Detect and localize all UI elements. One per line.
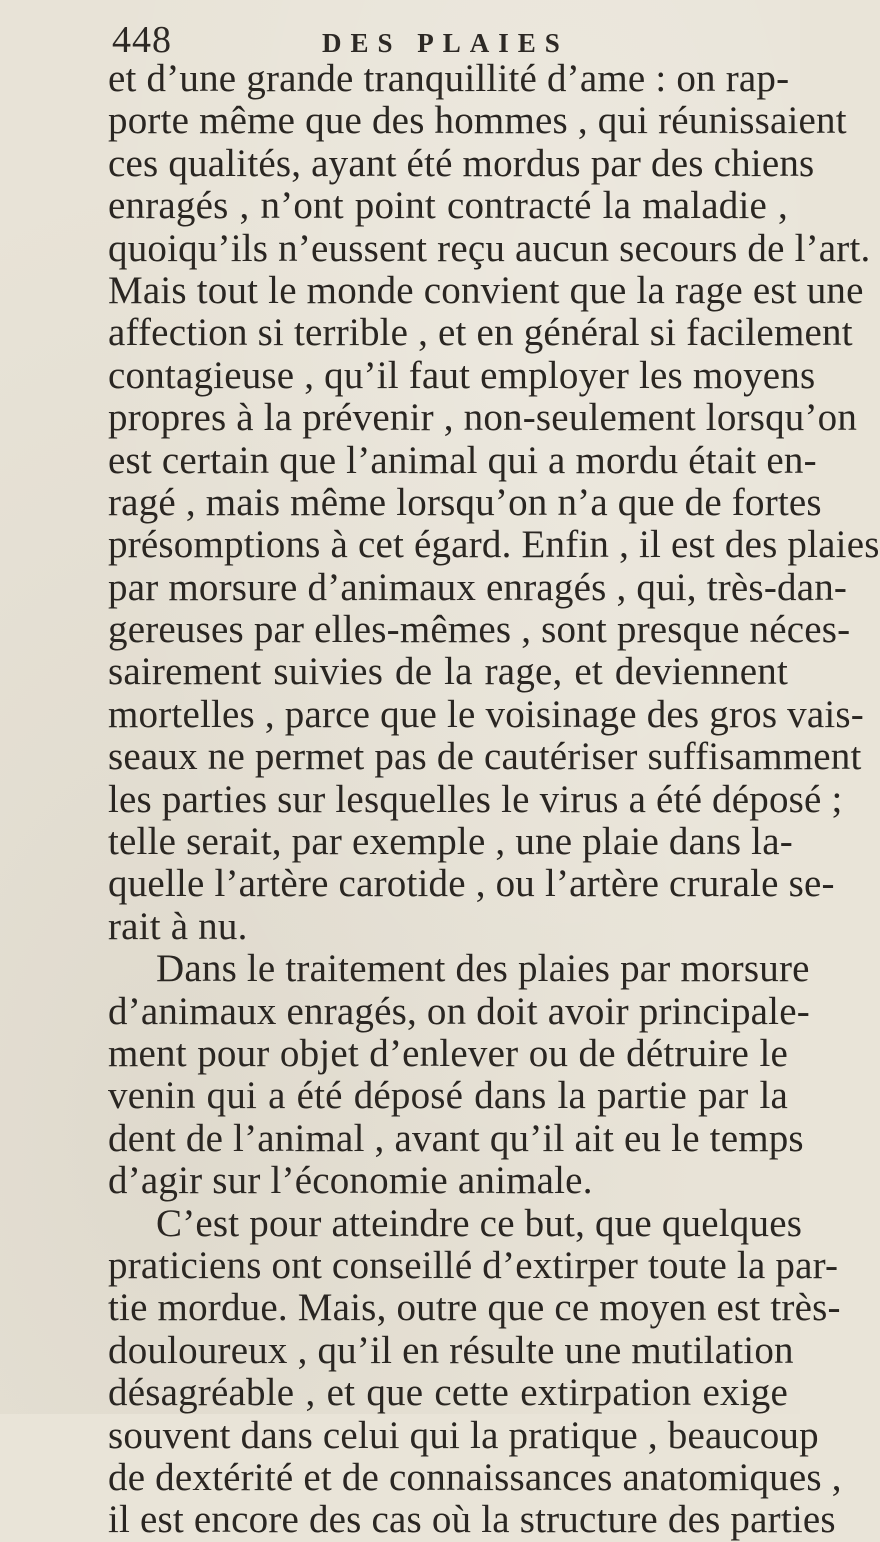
text-line: d’animaux enragés, on doit avoir principale- bbox=[108, 989, 810, 1033]
text-line: est certain que l’animal qui a mordu était en- bbox=[108, 438, 817, 482]
text-line: et d’une grande tranquillité d’ame : on rap- bbox=[108, 57, 790, 100]
text-line: ment pour objet d’enlever ou de détruire le bbox=[108, 1031, 788, 1075]
text-line: porte même que des hommes , qui réunissaient bbox=[108, 99, 847, 143]
text-line: enragés , n’ont point contracté la maladie , bbox=[108, 184, 788, 228]
page-number: 448 bbox=[112, 19, 172, 61]
text-line: par morsure d’animaux enragés , qui, très-dan- bbox=[108, 565, 848, 609]
text-line: seaux ne permet pas de cautériser suffisamment bbox=[108, 735, 862, 779]
text-line: C’est pour atteindre ce but, que quelques bbox=[156, 1201, 803, 1245]
body-text bbox=[108, 57, 880, 1542]
text-line: présomptions à cet égard. Enfin , il est des plaies bbox=[108, 523, 880, 567]
text-line: il est encore des cas où la structure des parties bbox=[108, 1498, 836, 1542]
text-line: souvent dans celui qui la pratique , beaucoup bbox=[108, 1413, 819, 1457]
text-line: affection si terrible , et en général si facilement bbox=[108, 311, 853, 355]
text-line: propres à la prévenir , non-seulement lorsqu’on bbox=[108, 396, 858, 440]
text-line: les parties sur lesquelles le virus a été déposé ; bbox=[108, 777, 843, 821]
text-line: désagréable , et que cette extirpation exige bbox=[108, 1371, 788, 1415]
text-line: Dans le traitement des plaies par morsure bbox=[156, 947, 810, 991]
text-line: telle serait, par exemple , une plaie dans la- bbox=[108, 820, 793, 864]
text-line: quoiqu’ils n’eussent reçu aucun secours de l’art. bbox=[108, 226, 871, 270]
text-line: douloureux , qu’il en résulte une mutilation bbox=[108, 1328, 794, 1372]
text-line: rait à nu. bbox=[108, 904, 248, 948]
running-title: DES PLAIES bbox=[322, 28, 569, 58]
paragraph bbox=[108, 1201, 842, 1542]
text-line: d’agir sur l’économie animale. bbox=[108, 1159, 593, 1203]
text-line: venin qui a été déposé dans la partie par la bbox=[108, 1074, 788, 1118]
text-line: contagieuse , qu’il faut employer les moyens bbox=[108, 353, 816, 397]
text-line: Mais tout le monde convient que la rage est une bbox=[108, 268, 864, 312]
text-line: dent de l’animal , avant qu’il ait eu le temps bbox=[108, 1116, 804, 1160]
paragraph bbox=[108, 57, 880, 948]
text-line: ragé , mais même lorsqu’on n’a que de fortes bbox=[108, 480, 822, 524]
text-line: sairement suivies de la rage, et deviennent bbox=[108, 650, 788, 694]
text-line: ces qualités, ayant été mordus par des chiens bbox=[108, 141, 815, 185]
text-line: praticiens ont conseillé d’extirper toute la par- bbox=[108, 1243, 839, 1287]
text-line: mortelles , parce que le voisinage des gros vais- bbox=[108, 692, 864, 736]
paragraph bbox=[108, 947, 810, 1203]
text-line: quelle l’artère carotide , ou l’artère crurale se- bbox=[108, 862, 835, 906]
text-line: tie mordue. Mais, outre que ce moyen est très- bbox=[108, 1286, 841, 1330]
text-line: de dextérité et de connaissances anatomiques , bbox=[108, 1455, 842, 1499]
text-line: gereuses par elles-mêmes , sont presque néces- bbox=[108, 608, 851, 652]
